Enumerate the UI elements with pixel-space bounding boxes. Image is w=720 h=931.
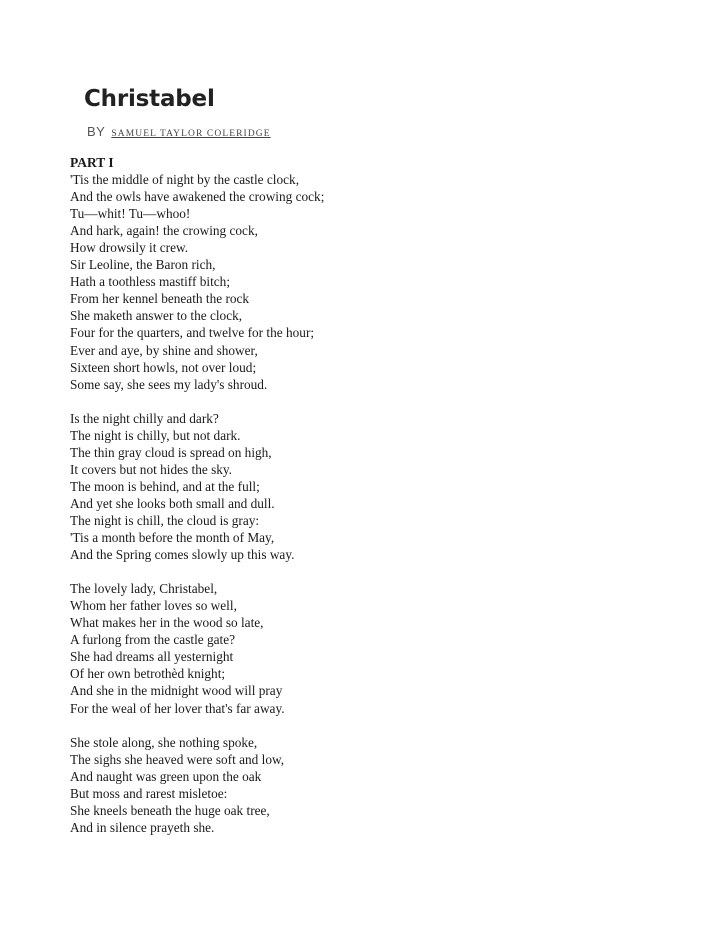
poem-line: But moss and rarest misletoe:	[70, 785, 228, 801]
poem-line: The night is chill, the cloud is gray:	[70, 512, 260, 528]
poem-title: Christabel	[84, 86, 215, 112]
poem-line: The moon is behind, and at the full;	[70, 478, 260, 494]
by-label: BY	[87, 124, 106, 139]
poem-line: She maketh answer to the clock,	[70, 308, 243, 324]
poem-line: Whom her father loves so well,	[70, 598, 237, 614]
poem-line: The lovely lady, Christabel,	[70, 581, 218, 597]
poem-line: The sighs she heaved were soft and low,	[70, 751, 285, 767]
poem-line: And the owls have awakened the crowing cock;	[70, 189, 325, 205]
poem-line: Tu—whit! Tu—whoo!	[70, 206, 191, 222]
poem-line: She had dreams all yesternight	[70, 649, 234, 665]
stanza	[70, 410, 670, 563]
poem-line: What makes her in the wood so late,	[70, 615, 264, 631]
author-link[interactable]: SAMUEL TAYLOR COLERIDGE	[111, 129, 271, 139]
byline	[87, 124, 271, 139]
poem-line: And hark, again! the crowing cock,	[70, 223, 258, 239]
stanza	[70, 171, 670, 393]
poem-line: Of her own betrothèd knight;	[70, 666, 226, 682]
poem-line: And the Spring comes slowly up this way.	[70, 547, 295, 563]
poem-body	[70, 154, 670, 853]
poem-line: It covers but not hides the sky.	[70, 461, 232, 477]
part-heading: PART I	[70, 155, 114, 170]
poem-line: Ever and aye, by shine and shower,	[70, 342, 258, 358]
poem-line: How drowsily it crew.	[70, 240, 189, 256]
poem-line: The night is chilly, but not dark.	[70, 427, 241, 443]
poem-line: From her kennel beneath the rock	[70, 291, 250, 307]
poem-line: And naught was green upon the oak	[70, 768, 262, 784]
poem-line: Sixteen short howls, not over loud;	[70, 359, 257, 375]
poem-line: 'Tis the middle of night by the castle clock,	[70, 172, 300, 188]
poem-line: And yet she looks both small and dull.	[70, 495, 275, 511]
poem-line: Sir Leoline, the Baron rich,	[70, 257, 216, 273]
poem-line: The thin gray cloud is spread on high,	[70, 444, 272, 460]
poem-line: Is the night chilly and dark?	[70, 410, 219, 426]
stanza-list	[70, 171, 670, 836]
poem-line: A furlong from the castle gate?	[70, 632, 236, 648]
stanza	[70, 734, 670, 836]
poem-line: Some say, she sees my lady's shroud.	[70, 376, 268, 392]
stanza	[70, 580, 670, 716]
poem-line: For the weal of her lover that's far away.	[70, 700, 285, 716]
poem-line: And in silence prayeth she.	[70, 819, 215, 835]
poem-line: Four for the quarters, and twelve for the hour;	[70, 325, 315, 341]
poem-line: And she in the midnight wood will pray	[70, 683, 283, 699]
poem-line: Hath a toothless mastiff bitch;	[70, 274, 231, 290]
poem-line: 'Tis a month before the month of May,	[70, 530, 275, 546]
poem-line: She stole along, she nothing spoke,	[70, 734, 258, 750]
poem-line: She kneels beneath the huge oak tree,	[70, 802, 270, 818]
